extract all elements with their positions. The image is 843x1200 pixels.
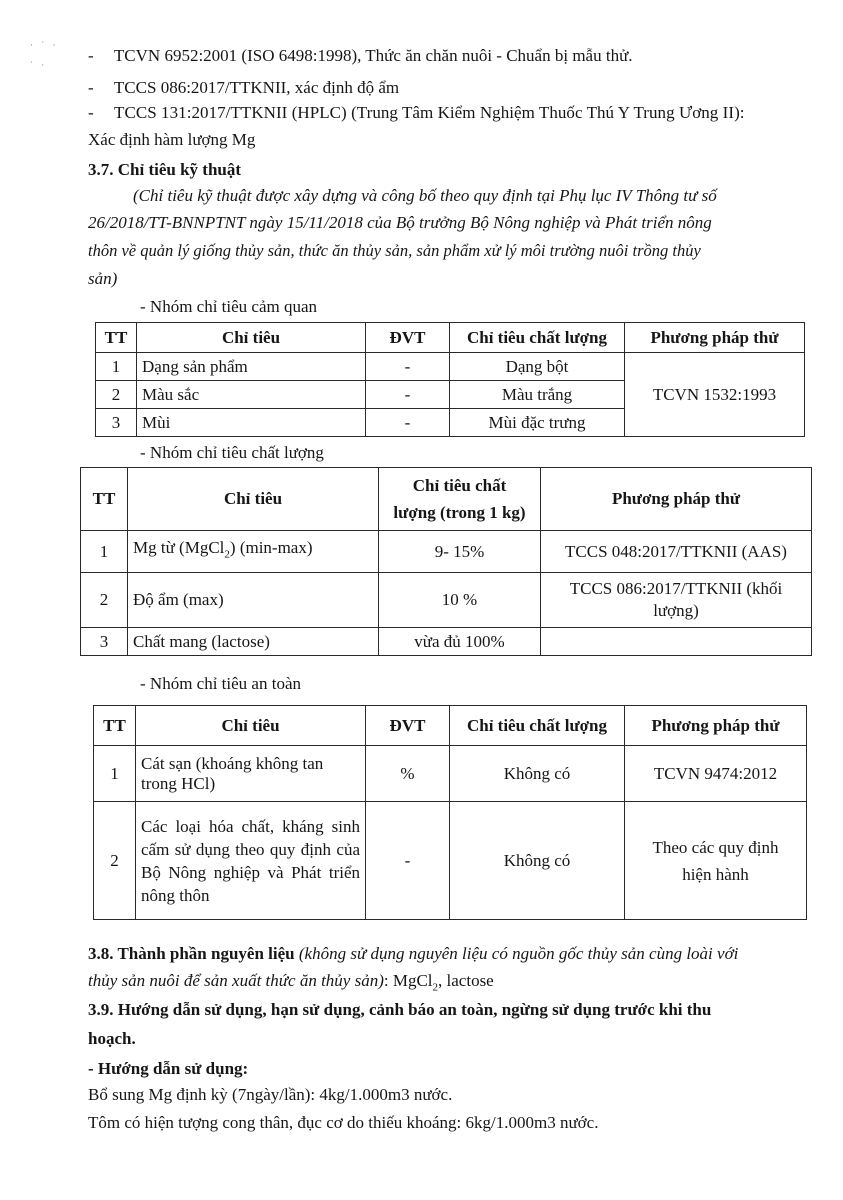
cell-unit: - (366, 409, 450, 437)
bullet: - (88, 103, 94, 122)
usage-line-2: Tôm có hiện tượng cong thân, đục cơ do thiếu khoáng: 6kg/1.000m3 nước. (88, 1113, 599, 1132)
cell-tt: 1 (96, 353, 137, 381)
header-quality: Chỉ tiêu chất lượng (450, 706, 625, 746)
ingredients-post: , lactose (438, 971, 494, 990)
cell-unit: - (366, 381, 450, 409)
cell-tt: 2 (96, 381, 137, 409)
ref-item-3-cont: Xác định hàm lượng Mg (88, 130, 256, 149)
header-criteria: Chỉ tiêu (137, 323, 366, 353)
cell-criteria: Cát sạn (khoáng không tan trong HCl) (136, 746, 366, 802)
ingredients-pre: : MgCl (383, 971, 433, 990)
usage-line-1: Bổ sung Mg định kỳ (7ngày/lần): 4kg/1.000m3 nước. (88, 1085, 453, 1104)
cell-tt: 3 (81, 628, 128, 656)
cell-method: TCCS 086:2017/TTKNII (khối lượng) (541, 573, 812, 628)
header-quality-line-1: Chỉ tiêu chất (412, 476, 507, 495)
cell-quality: Màu trắng (450, 381, 625, 409)
cell-quality: 10 % (379, 573, 541, 628)
cell-method (541, 628, 812, 656)
table-safety (93, 705, 807, 920)
header-quality (379, 468, 541, 531)
table-row (96, 353, 805, 381)
ref-item-1 (88, 46, 633, 66)
header-tt: TT (96, 323, 137, 353)
section-3-7-note-line-1: (Chỉ tiêu kỹ thuật được xây dựng và công bố theo quy định tại Phụ lục IV Thông tư số (133, 186, 717, 205)
bullet: - (88, 78, 94, 97)
cell-criteria: Mùi (137, 409, 366, 437)
header-quality-line-2: lượng (trong 1 kg) (393, 503, 526, 522)
cell-tt: 3 (96, 409, 137, 437)
ingredients-sub: 2 (432, 981, 439, 994)
cell-method: TCVN 9474:2012 (625, 746, 807, 802)
cell-unit: - (366, 802, 450, 920)
section-3-7-note-line-3: thôn về quản lý giống thủy sản, thức ăn thủy sản, sản phẩm xử lý môi trường nuôi trồng thủy (88, 241, 701, 260)
section-3-7-note-line-4: sản) (88, 269, 118, 288)
cell-method: Theo các quy định hiện hành (625, 802, 807, 920)
cell-quality: 9- 15% (379, 531, 541, 573)
cell-tt: 1 (81, 531, 128, 573)
cell-unit: % (366, 746, 450, 802)
name-post: ) (min-max) (229, 538, 313, 558)
ref-item-2 (88, 78, 399, 98)
table-row (81, 628, 812, 656)
table-safety-caption: - Nhóm chỉ tiêu an toàn (140, 674, 301, 693)
table-quality-caption: - Nhóm chỉ tiêu chất lượng (140, 443, 324, 462)
section-3-8-line-1 (88, 944, 738, 964)
cell-quality: Không có (450, 746, 625, 802)
table-row (81, 531, 812, 573)
table-row (94, 746, 807, 802)
cell-unit: - (366, 353, 450, 381)
ref-text: TCCS 086:2017/TTKNII, xác định độ ẩm (113, 78, 400, 97)
table-row (81, 573, 812, 628)
cell-tt: 2 (94, 802, 136, 920)
table-quality (80, 467, 812, 656)
cell-quality: vừa đủ 100% (379, 628, 541, 656)
bullet: - (88, 46, 94, 65)
section-3-8-note: (không sử dụng nguyên liệu có nguồn gốc thủy sản cùng loài với (298, 944, 739, 963)
ref-item-3 (88, 103, 745, 123)
cell-criteria (128, 531, 379, 573)
cell-tt: 1 (94, 746, 136, 802)
cell-criteria: Các loại hóa chất, kháng sinh cấm sử dụng theo quy định của Bộ Nông nghiệp và Phát triển nông thôn (136, 802, 366, 920)
ref-text: TCVN 6952:2001 (ISO 6498:1998), Thức ăn chăn nuôi - Chuẩn bị mẫu thử. (113, 46, 633, 65)
header-tt: TT (94, 706, 136, 746)
section-3-8-note-cont: thủy sản nuôi để sản xuất thức ăn thủy sản) (88, 971, 384, 990)
usage-title: - Hướng dẫn sử dụng: (88, 1059, 249, 1078)
table-row (94, 802, 807, 920)
scan-specks: · ˙ · ˙ · (30, 40, 59, 70)
section-3-7-note-line-2: 26/2018/TT-BNNPTNT ngày 15/11/2018 của Bộ trưởng Bộ Nông nghiệp và Phát triển nông (88, 213, 712, 232)
header-method: Phương pháp thử (541, 468, 812, 531)
name-sub: 2 (224, 548, 230, 561)
name-pre: Mg từ (MgCl (133, 538, 225, 558)
cell-quality: Dạng bột (450, 353, 625, 381)
section-3-8-heading: 3.8. Thành phần nguyên liệu (88, 944, 295, 963)
header-method: Phương pháp thử (625, 706, 807, 746)
cell-criteria: Dạng sản phẩm (137, 353, 366, 381)
table-sensory (95, 322, 805, 437)
cell-criteria: Màu sắc (137, 381, 366, 409)
section-3-9-heading-line-1: 3.9. Hướng dẫn sử dụng, hạn sử dụng, cảnh báo an toàn, ngừng sử dụng trước khi thu (88, 1000, 712, 1019)
cell-method: TCVN 1532:1993 (625, 353, 805, 437)
header-method: Phương pháp thử (625, 323, 805, 353)
section-3-7-heading: 3.7. Chỉ tiêu kỹ thuật (88, 160, 242, 179)
header-unit: ĐVT (366, 323, 450, 353)
section-3-9-heading-line-2: hoạch. (88, 1029, 136, 1048)
section-3-8-line-2 (88, 971, 494, 993)
table-sensory-caption: - Nhóm chỉ tiêu cảm quan (140, 297, 318, 316)
header-criteria: Chỉ tiêu (128, 468, 379, 531)
cell-method: TCCS 048:2017/TTKNII (AAS) (541, 531, 812, 573)
header-unit: ĐVT (366, 706, 450, 746)
cell-quality: Mùi đặc trưng (450, 409, 625, 437)
header-quality: Chỉ tiêu chất lượng (450, 323, 625, 353)
ref-text: TCCS 131:2017/TTKNII (HPLC) (Trung Tâm Kiểm Nghiệm Thuốc Thú Y Trung Ương II): (114, 103, 745, 122)
cell-quality: Không có (450, 802, 625, 920)
header-tt: TT (81, 468, 128, 531)
cell-criteria: Độ ẩm (max) (128, 573, 379, 628)
header-criteria: Chỉ tiêu (136, 706, 366, 746)
cell-tt: 2 (81, 573, 128, 628)
cell-criteria: Chất mang (lactose) (128, 628, 379, 656)
